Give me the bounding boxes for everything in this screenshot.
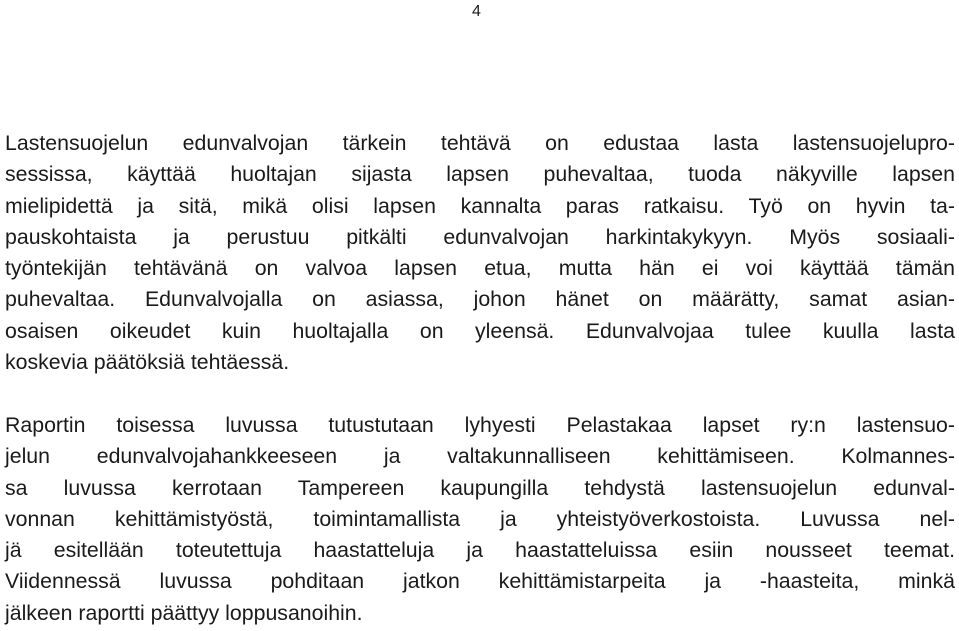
text-line: vonnan kehittämistyöstä, toimintamallista ja yhteistyöverkostoista. Luvussa nel-: [5, 506, 955, 531]
page-number: 4: [472, 3, 481, 20]
text-line: jelun edunvalvojahankkeeseen ja valtakunnalliseen kehittämiseen. Kolmannes-: [5, 444, 955, 469]
text-line: sa luvussa kerrotaan Tampereen kaupungilla tehdystä lastensuojelun edunval-: [5, 475, 955, 500]
text-line: koskevia päätöksiä tehtäessä.: [5, 350, 290, 375]
paragraph-1: [5, 128, 955, 378]
text-line: pauskohtaista ja perustuu pitkälti edunvalvojan harkintakykyyn. Myös sosiaali-: [5, 224, 955, 249]
text-line: jälkeen raportti päättyy loppusanoihin.: [5, 600, 363, 625]
text-line: osaisen oikeudet kuin huoltajalla on yleensä. Edunvalvojaa tulee kuulla lasta: [5, 318, 955, 343]
paragraph-2: [5, 410, 955, 629]
text-line: työntekijän tehtävänä on valvoa lapsen etua, mutta hän ei voi käyttää tämän: [5, 256, 955, 281]
text-line: puhevaltaa. Edunvalvojalla on asiassa, johon hänet on määrätty, samat asian-: [5, 287, 955, 312]
text-line: Lastensuojelun edunvalvojan tärkein tehtävä on edustaa lasta lastensuojelupro-: [5, 131, 955, 155]
text-line: mielipidettä ja sitä, mikä olisi lapsen kannalta paras ratkaisu. Työ on hyvin ta-: [5, 193, 955, 218]
text-line: sessissa, käyttää huoltajan sijasta lapsen puhevaltaa, tuoda näkyville lapsen: [5, 162, 955, 187]
text-line: Raportin toisessa luvussa tutustutaan lyhyesti Pelastakaa lapset ry:n lastensuo-: [5, 413, 955, 437]
text-line: Viidennessä luvussa pohditaan jatkon kehittämistarpeita ja -haasteita, minkä: [5, 569, 955, 594]
text-line: jä esitellään toteutettuja haastatteluja ja haastatteluissa esiin nousseet teemat.: [5, 538, 955, 563]
